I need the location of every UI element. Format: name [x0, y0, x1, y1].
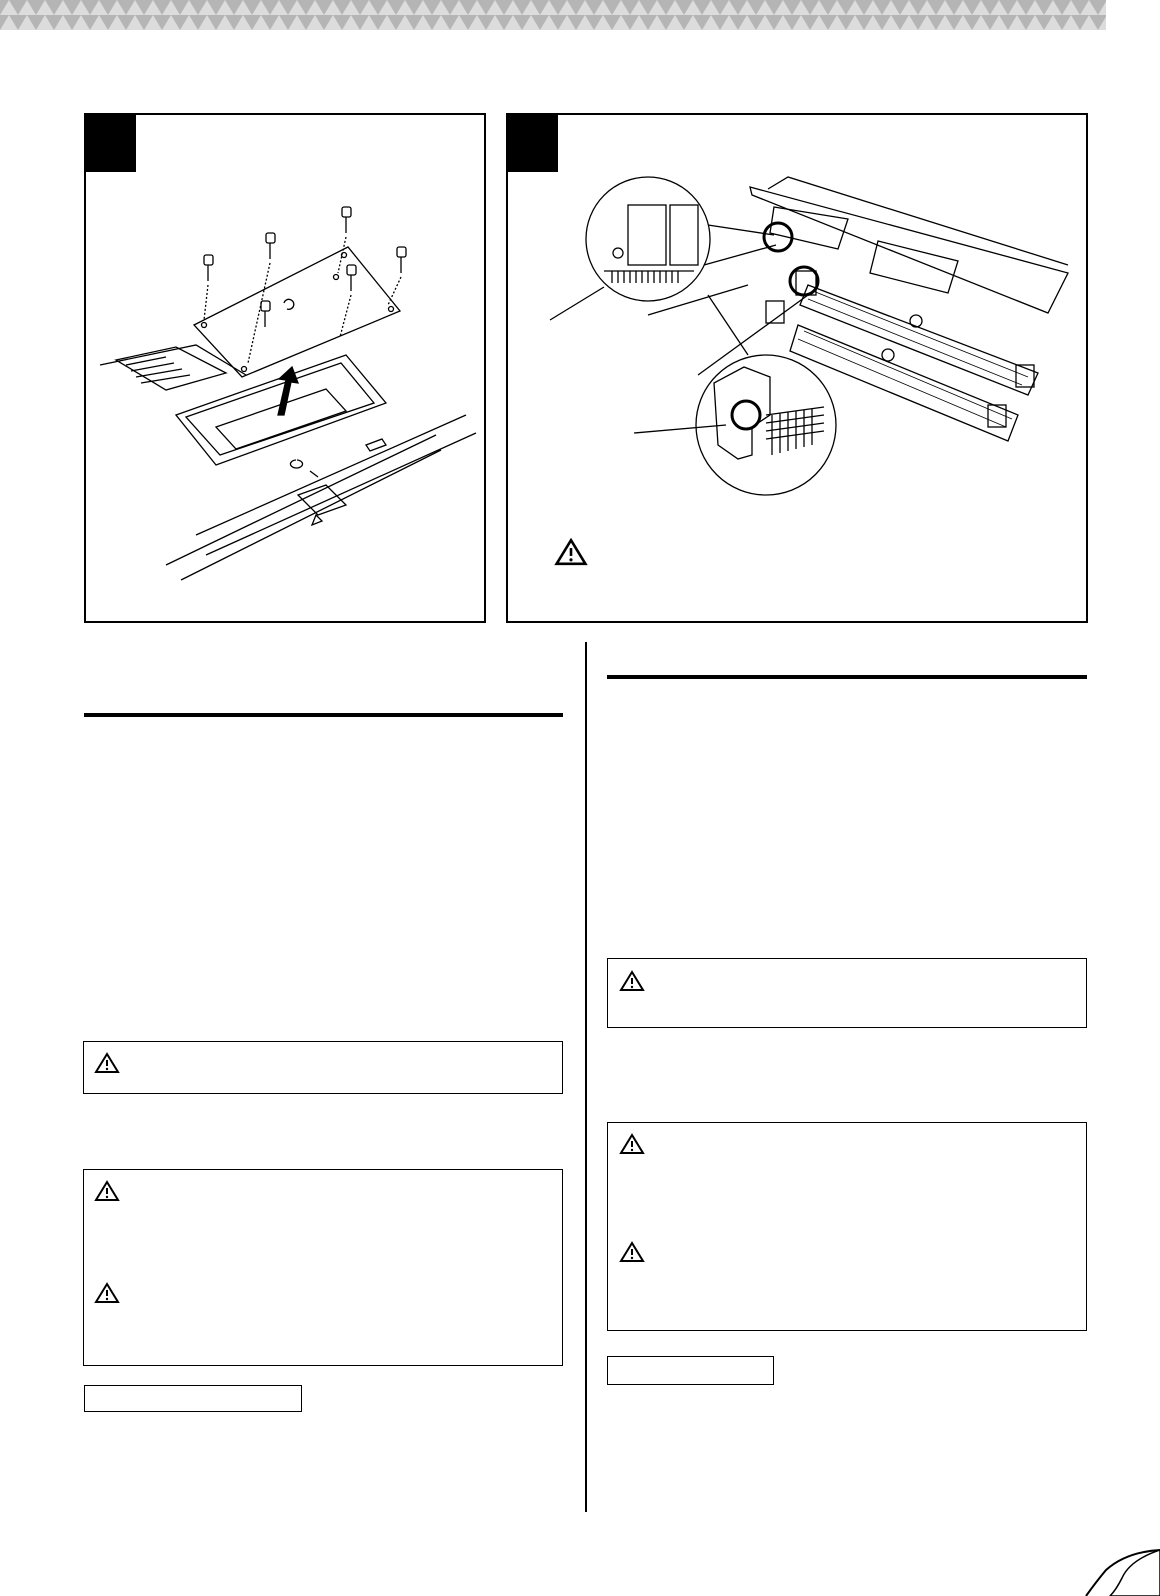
- memory-cover-illustration: [86, 115, 486, 623]
- caution-box: [607, 958, 1087, 1028]
- caution-box-double: [83, 1169, 563, 1366]
- caution-box-double: [607, 1122, 1087, 1331]
- caution-box: [83, 1041, 563, 1094]
- warning-triangle-icon: [554, 537, 588, 567]
- column-divider: [585, 642, 587, 1512]
- header-pattern-band: [0, 0, 1106, 30]
- reference-label-box: [607, 1356, 774, 1385]
- figure-left-panel: [84, 113, 486, 623]
- warning-triangle-icon: [94, 1282, 120, 1304]
- page-tab-icon: [1066, 1530, 1160, 1596]
- warning-triangle-icon: [94, 1052, 120, 1074]
- figure-right-panel: [506, 113, 1088, 623]
- warning-triangle-icon: [619, 1133, 645, 1155]
- section-rule-left: [84, 713, 563, 717]
- warning-triangle-icon: [619, 970, 645, 992]
- reference-label-box: [84, 1385, 302, 1412]
- warning-triangle-icon: [619, 1241, 645, 1263]
- warning-triangle-icon: [94, 1180, 120, 1202]
- memory-socket-illustration: [508, 115, 1088, 623]
- section-rule-right: [607, 675, 1087, 679]
